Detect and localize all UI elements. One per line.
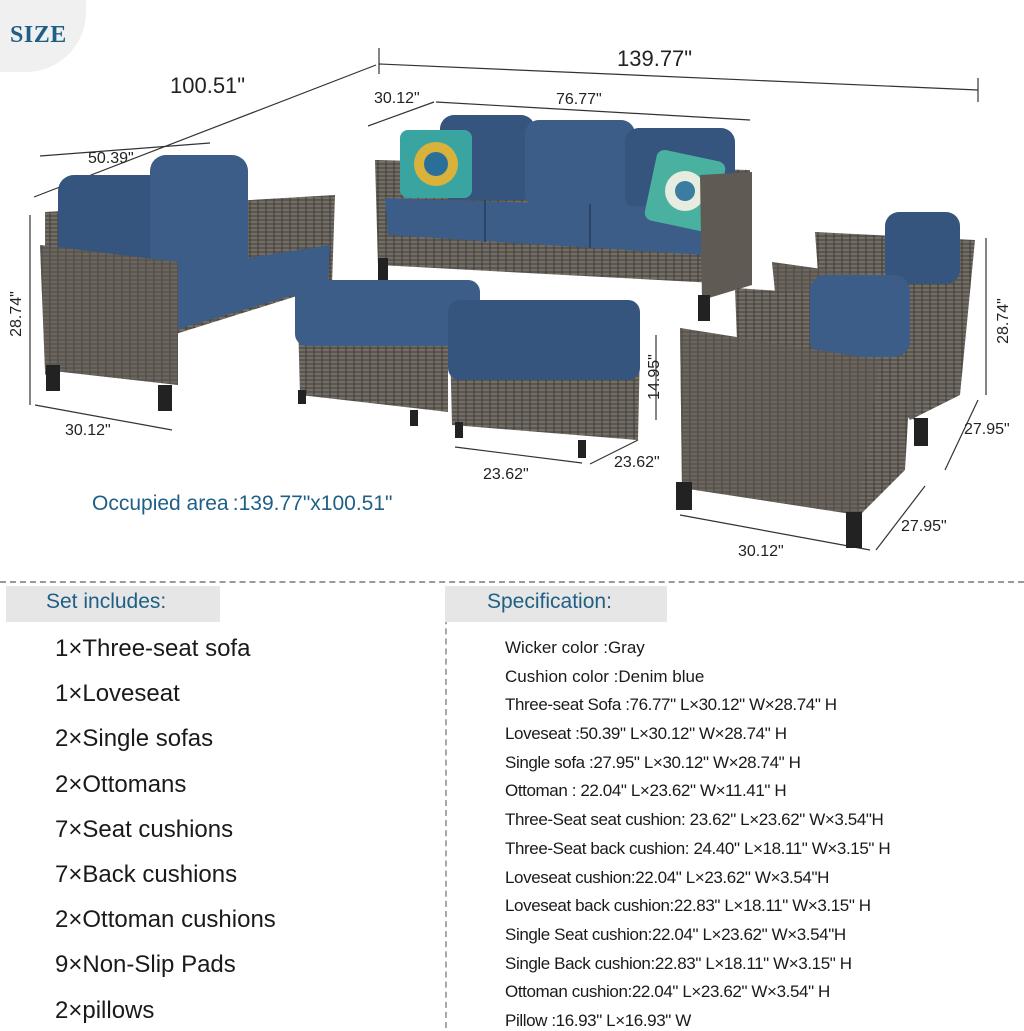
chair-width-top-label: 27.95"	[964, 421, 1010, 438]
chair-height-label: 28.74"	[994, 298, 1012, 344]
spec-item: Loveseat cushion:22.04" L×23.62" W×3.54"H	[505, 867, 829, 887]
list-item: 2×pillows	[55, 996, 155, 1024]
spec-item: Single Seat cushion:22.04" L×23.62" W×3.54"H	[505, 924, 846, 944]
occupied-area-text: Occupied area :139.77"x100.51"	[92, 492, 393, 515]
spec-item: Three-Seat seat cushion: 23.62" L×23.62" W×3.54"H	[505, 810, 884, 830]
sofa-depth-label: 30.12"	[374, 90, 420, 107]
specification-list	[505, 636, 1015, 1031]
list-item: 7×Seat cushions	[55, 815, 234, 843]
list-item: 2×Ottoman cushions	[55, 906, 276, 934]
ottoman-right-image	[448, 300, 640, 458]
spec-item: Ottoman cushion:22.04" L×23.62" W×3.54" H	[505, 982, 830, 1002]
set-includes-heading: Set includes:	[6, 586, 220, 622]
list-item: 9×Non-Slip Pads	[55, 951, 236, 979]
vertical-divider	[445, 588, 447, 1028]
list-item: 2×Ottomans	[55, 770, 187, 798]
total-width-label: 139.77"	[617, 46, 693, 71]
loveseat-image	[40, 155, 335, 411]
loveseat-depth-label: 30.12"	[65, 422, 111, 439]
single-chair-front-image	[676, 275, 915, 548]
spec-item: Single sofa :27.95" L×30.12" W×28.74" H	[505, 752, 801, 772]
list-item: 1×Three-seat sofa	[55, 635, 251, 662]
ottoman-height-label: 14.95"	[645, 354, 663, 400]
spec-item: Cushion color :Denim blue	[505, 666, 705, 686]
loveseat-width-label: 50.39"	[88, 150, 134, 167]
spec-item: Loveseat back cushion:22.83" L×18.11" W×3.15" H	[505, 896, 871, 916]
list-item: 7×Back cushions	[55, 860, 238, 888]
ottoman-width-label: 23.62"	[483, 466, 529, 483]
specification-heading: Specification:	[445, 586, 667, 622]
spec-item: Loveseat :50.39" L×30.12" W×28.74" H	[505, 724, 787, 744]
loveseat-height-label: 28.74"	[7, 291, 25, 337]
chair-depth-label: 30.12"	[738, 543, 784, 560]
spec-item: Single Back cushion:22.83" L×18.11" W×3.15" H	[505, 953, 852, 973]
chair-width-bottom-label: 27.95"	[901, 518, 947, 535]
ottoman-depth-label: 23.62"	[614, 454, 660, 471]
horizontal-divider	[0, 581, 1024, 583]
sofa-width-label: 76.77"	[556, 91, 602, 108]
set-includes-list	[55, 634, 276, 1031]
size-badge-label: SIZE	[10, 22, 67, 48]
list-item: 2×Single sofas	[55, 725, 214, 753]
spec-item: Wicker color :Gray	[505, 638, 645, 657]
spec-item: Ottoman : 22.04" L×23.62" W×11.41" H	[505, 781, 787, 801]
spec-item: Three-Seat back cushion: 24.40" L×18.11" W×3.15" H	[505, 838, 891, 858]
spec-item: Pillow :16.93" L×16.93" W	[505, 1010, 691, 1030]
list-item: 1×Loveseat	[55, 680, 180, 708]
spec-item: Three-seat Sofa :76.77" L×30.12" W×28.74" H	[505, 695, 837, 715]
total-depth-label: 100.51"	[170, 73, 246, 98]
